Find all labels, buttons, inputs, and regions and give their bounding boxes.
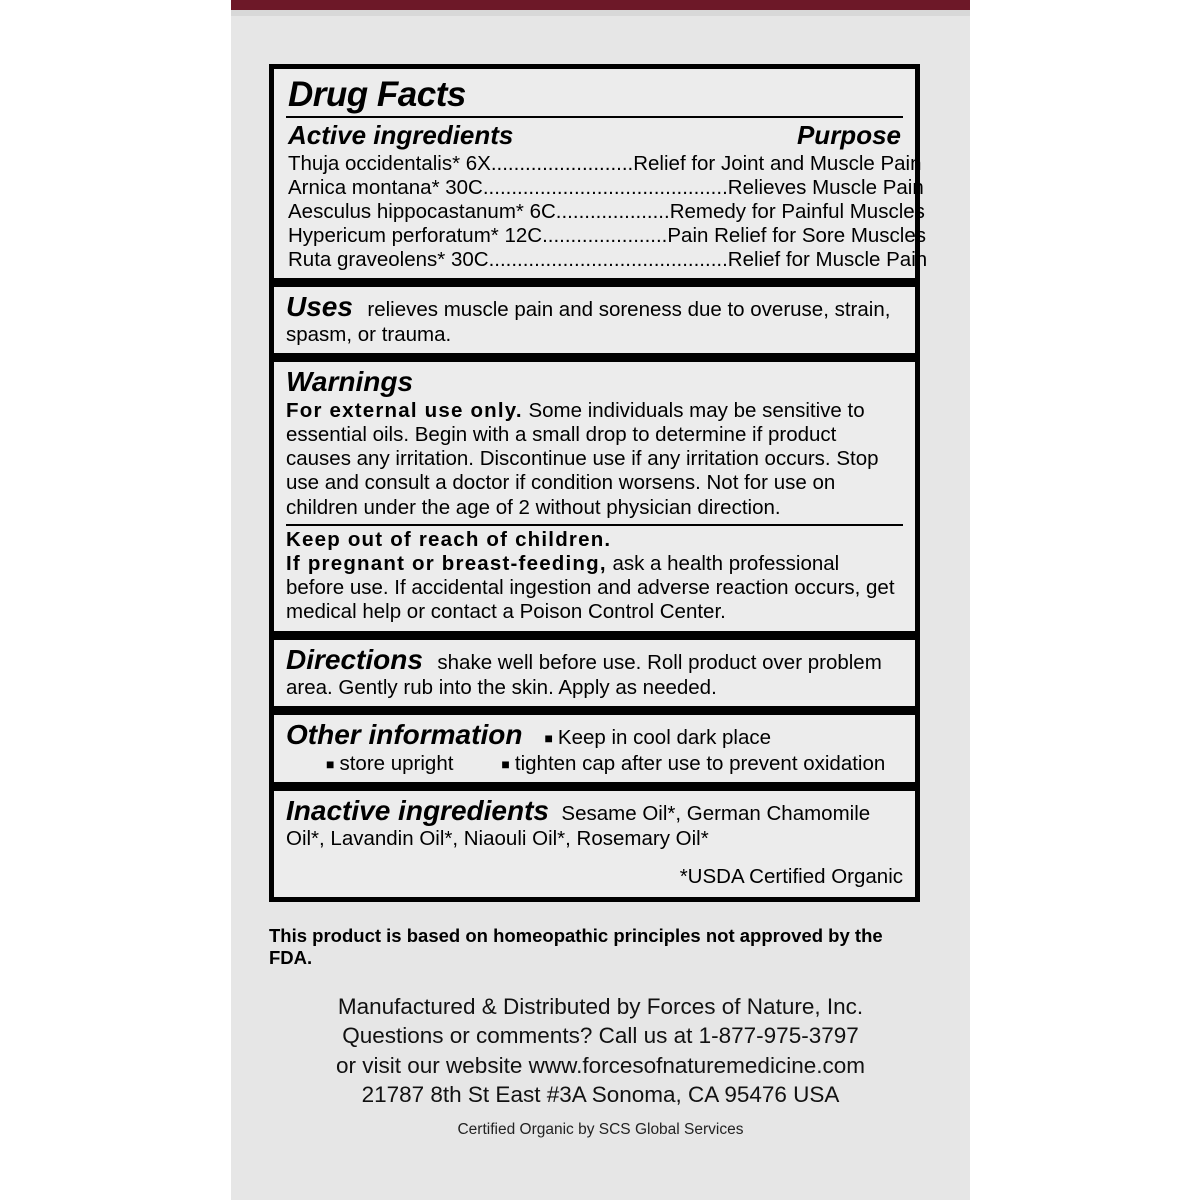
fda-disclaimer: This product is based on homeopathic principles not approved by the FDA.: [269, 925, 883, 968]
certification-line: Certified Organic by SCS Global Services: [457, 1121, 744, 1138]
warning-keep-out-of-reach: Keep out of reach of children.: [286, 527, 612, 551]
ingredient-line: Hypericum perforatum* 12C......................Pain Relief for Sore Muscles: [288, 223, 927, 247]
package-top-edge-maroon: [231, 0, 970, 10]
warnings-heading: Warnings: [286, 365, 414, 397]
footer-line: or visit our website www.forcesofnaturemedicine.com: [336, 1052, 865, 1078]
other-info-bullet: [326, 752, 453, 776]
ingredient-line: Thuja occidentalis* 6X.........................Relief for Joint and Muscle Pain: [288, 151, 922, 175]
warning-pregnant-lead: If pregnant or breast-feeding,: [286, 551, 607, 575]
package-top-edge-gray: [231, 10, 970, 16]
bullet-square-icon: ■: [501, 756, 510, 773]
active-ingredients-header: [288, 120, 901, 151]
purpose-label: Purpose: [796, 119, 901, 150]
directions-content: [286, 644, 903, 700]
drug-facts-title: Drug Facts: [288, 75, 466, 114]
warnings-divider: [286, 524, 903, 526]
other-info-bullet: [501, 752, 885, 776]
active-ingredients-label: Active ingredients: [288, 119, 514, 150]
other-information-row-1: [286, 719, 903, 751]
inactive-ingredients-heading: Inactive ingredients: [286, 794, 549, 826]
other-info-bullet-text: store upright: [339, 751, 454, 775]
title-divider: [286, 116, 903, 118]
drug-facts-panel: [269, 64, 928, 902]
warning-pregnant-text: ask a health professional before use. If accidental ingestion and adverse reaction occurs, get medical help or contact a Poison Control Center.: [286, 551, 895, 624]
ingredient-line: Aesculus hippocastanum* 6C....................Remedy for Painful Muscles: [288, 199, 925, 223]
other-information-section: [274, 706, 915, 782]
other-information-heading: Other information: [286, 718, 523, 750]
uses-section: [274, 278, 915, 353]
warning-external-text: Some individuals may be sensitive to essential oils. Begin with a small drop to determine if product causes any irritation. Discontinue use if any irritation occurs. Stop use and consult a doctor if condition worsens. Not for use on children under the age of 2 without physician direction.: [286, 398, 879, 519]
uses-content: [286, 291, 903, 347]
footer-line: Manufactured & Distributed by Forces of Nature, Inc.: [337, 994, 864, 1019]
ingredient-line: Arnica montana* 30C...........................................Relieves Muscle Pain: [288, 175, 924, 199]
footer-line: Questions or comments? Call us at 1-877-975-3797: [342, 1023, 859, 1049]
other-info-bullet-text: Keep in cool dark place: [557, 725, 772, 749]
usda-organic-note: *USDA Certified Organic: [679, 864, 903, 888]
inactive-ingredients-content: [286, 795, 903, 851]
inactive-ingredients-section: [274, 782, 915, 897]
other-info-bullet-text: tighten cap after use to prevent oxidation: [514, 751, 886, 775]
other-information-row-2: [286, 752, 903, 776]
active-ingredients-section: [274, 69, 928, 278]
directions-text: shake well before use. Roll product over problem area. Gently rub into the skin. Apply as needed.: [286, 650, 882, 699]
directions-heading: Directions: [286, 643, 423, 675]
directions-section: [274, 631, 915, 706]
inactive-ingredients-text: Sesame Oil*, German Chamomile Oil*, Lavandin Oil*, Niaouli Oil*, Rosemary Oil*: [286, 801, 871, 850]
footer-line: 21787 8th St East #3A Sonoma, CA 95476 USA: [361, 1081, 840, 1107]
ingredient-line: Ruta graveolens* 30C..........................................Relief for Muscle Pain: [288, 247, 928, 271]
warnings-section: [274, 353, 915, 631]
bullet-square-icon: ■: [544, 730, 553, 747]
warning-external-use: [286, 399, 903, 520]
uses-heading: Uses: [286, 290, 353, 322]
bullet-square-icon: ■: [326, 756, 335, 773]
warning-pregnant: [286, 552, 903, 625]
manufacturer-footer: [231, 992, 970, 1139]
other-info-bullet: [544, 726, 771, 750]
warning-external-lead: For external use only.: [286, 398, 523, 422]
uses-text: relieves muscle pain and soreness due to overuse, strain, spasm, or trauma.: [286, 297, 891, 346]
